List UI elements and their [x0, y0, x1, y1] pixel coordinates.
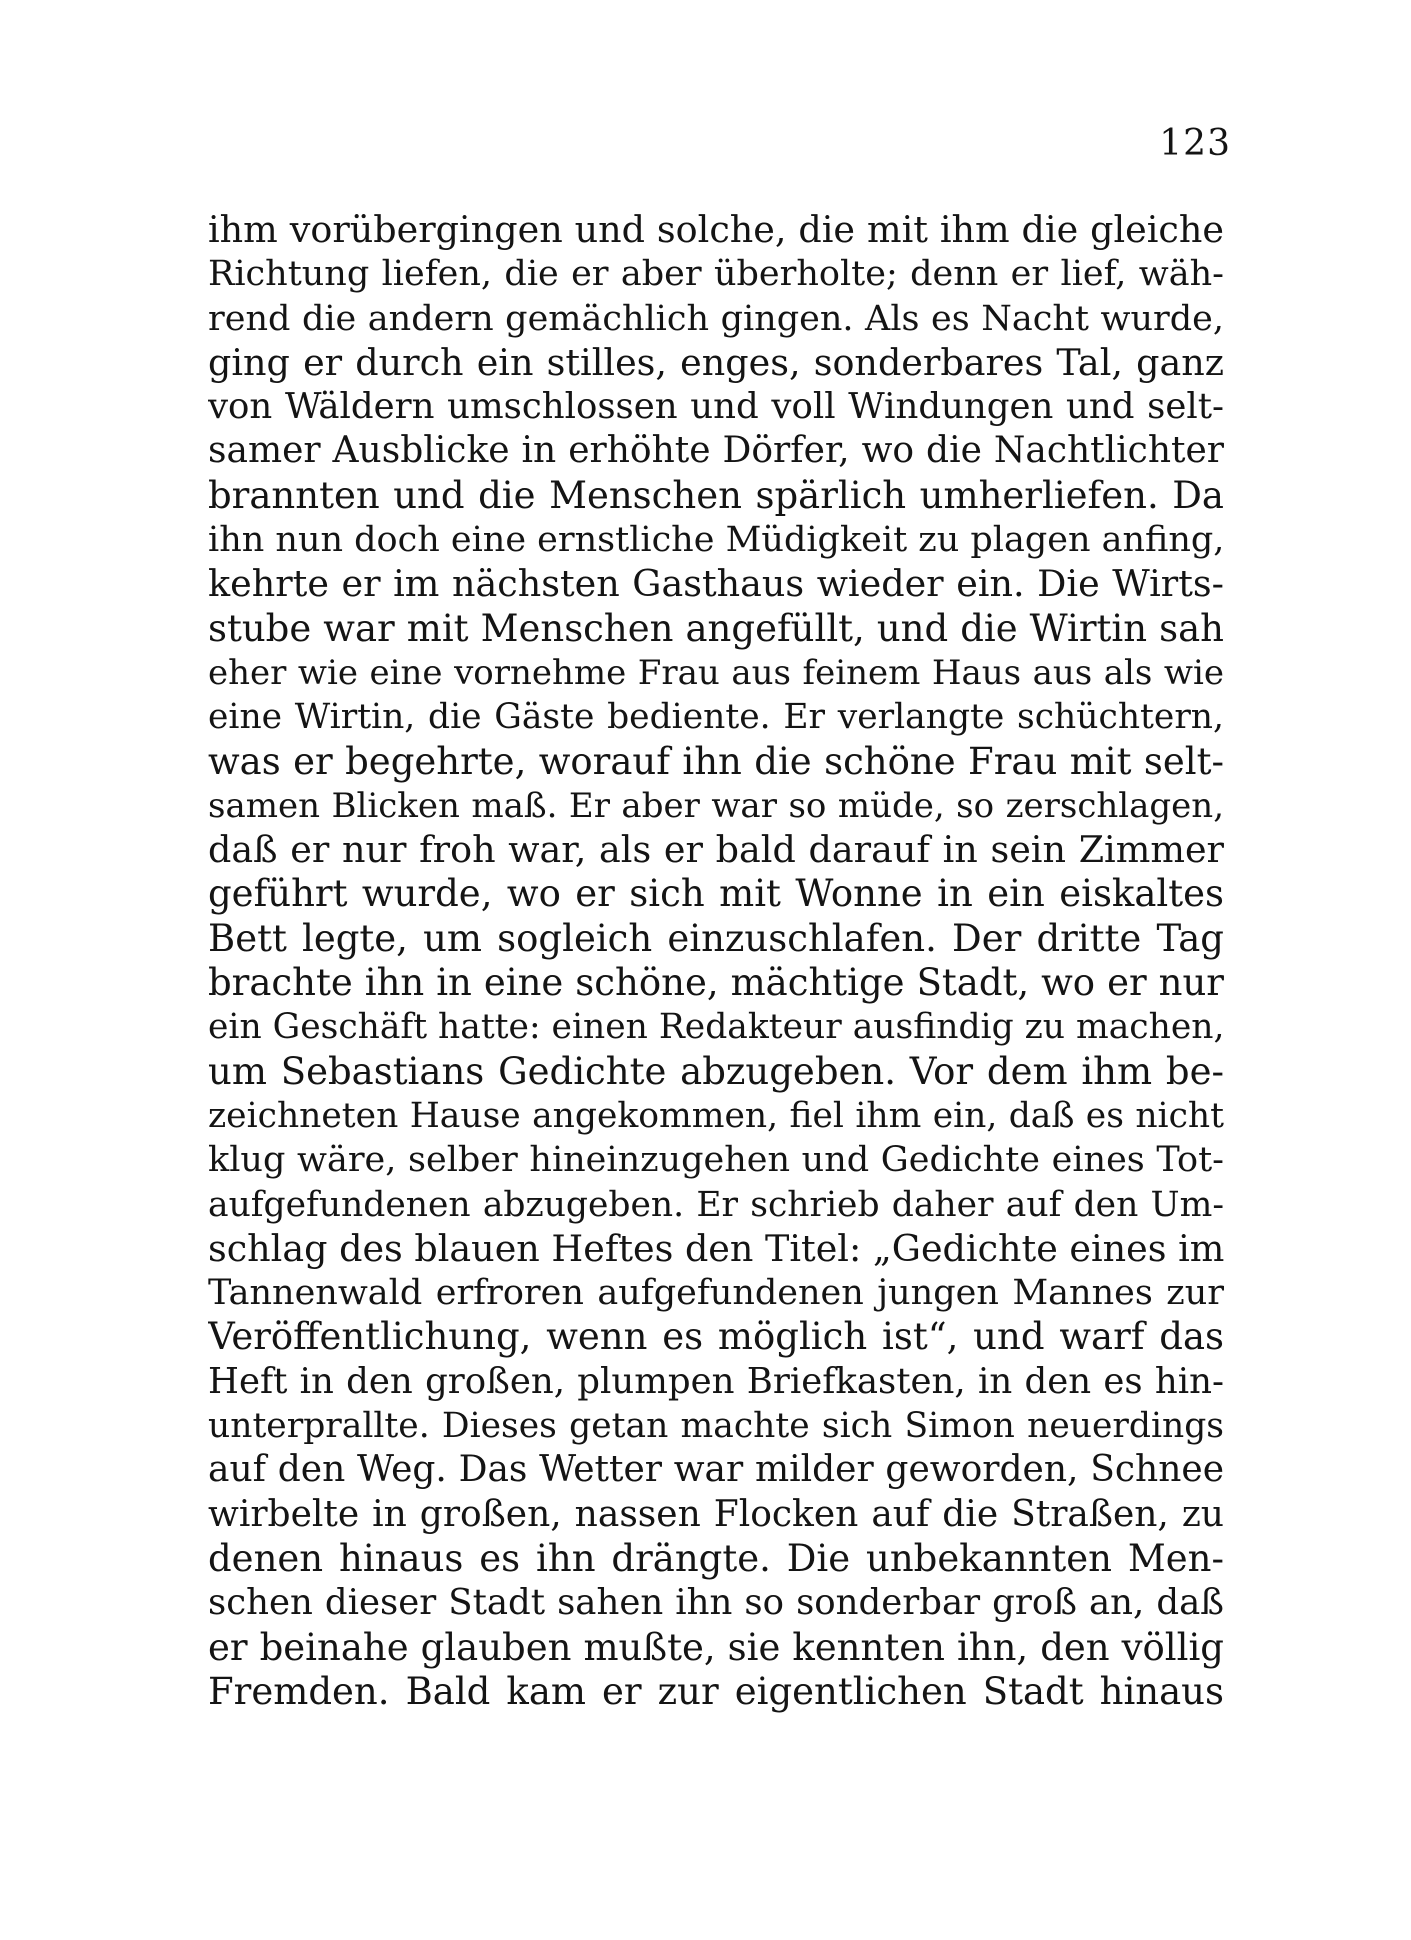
- text-line: von Wäldern umschlossen und voll Windungen und selt-: [208, 386, 1224, 428]
- text-line: eine Wirtin, die Gäste bediente. Er verlangte schüchtern,: [208, 697, 1224, 738]
- text-line: klug wäre, selber hineinzugehen und Gedichte eines Tot-: [208, 1140, 1224, 1181]
- text-line: samen Blicken maß. Er aber war so müde, so zerschlagen,: [208, 785, 1224, 826]
- text-line: aufgefundenen abzugeben. Er schrieb daher auf den Um-: [208, 1184, 1224, 1225]
- text-line: denen hinaus es ihn drängte. Die unbekannten Men-: [208, 1536, 1224, 1580]
- text-line: Tannenwald erfroren aufgefundenen jungen Mannes zur: [208, 1273, 1224, 1314]
- text-line: rend die andern gemächlich gingen. Als es Nacht wurde,: [208, 298, 1224, 339]
- text-line: Bett legte, um sogleich einzuschlafen. Der dritte Tag: [208, 916, 1224, 960]
- text-line: brachte ihn in eine schöne, mächtige Stadt, wo er nur: [208, 961, 1224, 1005]
- body-text: [208, 208, 1224, 1714]
- text-line: wirbelte in großen, nassen Flocken auf die Straßen, zu: [208, 1493, 1224, 1535]
- text-line: auf den Weg. Das Wetter war milder geworden, Schnee: [208, 1449, 1224, 1491]
- text-line: was er begehrte, worauf ihn die schöne Frau mit selt-: [208, 739, 1224, 783]
- text-line: brannten und die Menschen spärlich umherliefen. Da: [208, 473, 1224, 517]
- text-line: ihm vorübergingen und solche, die mit ihm die gleiche: [208, 208, 1224, 251]
- text-line: Fremden. Bald kam er zur eigentlichen Stadt hinaus: [208, 1669, 1224, 1713]
- text-line: eher wie eine vornehme Frau aus feinem Haus aus als wie: [208, 652, 1224, 693]
- text-line: Veröffentlichung, wenn es möglich ist“, und warf das: [208, 1315, 1224, 1359]
- text-line: um Sebastians Gedichte abzugeben. Vor dem ihm be-: [208, 1049, 1224, 1093]
- text-line: er beinahe glauben mußte, sie kennten ihn, den völlig: [208, 1625, 1224, 1669]
- text-line: ein Geschäft hatte: einen Redakteur ausfindig zu machen,: [208, 1007, 1224, 1048]
- text-line: kehrte er im nächsten Gasthaus wieder ein. Die Wirts-: [208, 562, 1224, 606]
- text-line: geführt wurde, wo er sich mit Wonne in ein eiskaltes: [208, 872, 1224, 916]
- text-line: daß er nur froh war, als er bald darauf in sein Zimmer: [208, 828, 1224, 872]
- text-line: schlag des blauen Heftes den Titel: „Gedichte eines im: [208, 1226, 1224, 1270]
- text-line: schen dieser Stadt sahen ihn so sonderbar groß an, daß: [208, 1582, 1224, 1624]
- page-number: 123: [1159, 123, 1231, 164]
- text-line: ihn nun doch eine ernstliche Müdigkeit zu plagen anfing,: [208, 520, 1224, 561]
- text-line: Heft in den großen, plumpen Briefkasten, in den es hin-: [208, 1360, 1224, 1402]
- text-line: zeichneten Hause angekommen, fiel ihm ein, daß es nicht: [208, 1095, 1224, 1136]
- text-line: Richtung liefen, die er aber überholte; denn er lief, wäh-: [208, 254, 1224, 295]
- text-line: unterprallte. Dieses getan machte sich Simon neuerdings: [208, 1406, 1224, 1447]
- text-line: stube war mit Menschen angefüllt, und die Wirtin sah: [208, 606, 1224, 650]
- text-line: samer Ausblicke in erhöhte Dörfer, wo die Nachtlichter: [208, 430, 1224, 472]
- text-line: ging er durch ein stilles, enges, sonderbares Tal, ganz: [208, 340, 1224, 384]
